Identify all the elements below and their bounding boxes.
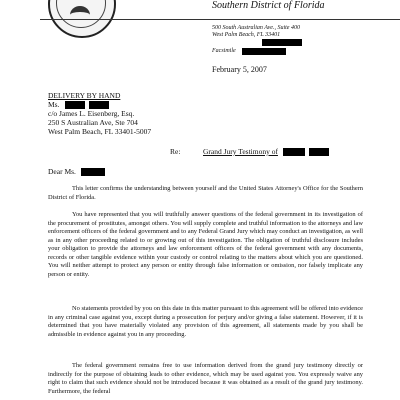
redacted-subject-last [309,148,329,156]
seal-eagle [70,6,90,24]
re-subject-text: Grand Jury Testimony of [203,147,278,156]
facsimile-label: Facsimile [212,48,236,54]
redacted-phone [262,39,302,46]
re-subject [203,147,329,156]
paragraph-1: This letter confirms the understanding between yourself and the United States Attorney's Office for the Southern District of Florida. [48,185,363,201]
office-address-street: 500 South Australian Ave., Suite 400 [212,25,300,31]
redacted-fax [242,48,286,55]
salutation-text: Dear Ms. [48,167,76,176]
paragraph-4: The federal government remains free to use information derived from the grand jury testimony directly or indirectly for the purpose of obtaining leads to other evidence, which may be used against you. You expressly waive any right to claim that such evidence should not be introduced because it was obtained as a result of the grand jury testimony. Furthermore, the federal [48,362,363,395]
office-address-city [212,32,280,39]
delivery-method: DELIVERY BY HAND [48,91,121,100]
redacted-subject-first [283,148,305,156]
paragraph-3: No statements provided by you on this date in this matter pursuant to this agreement will be offered into evidence in any criminal case against you, except during a prosecution for perjury and/or giving a false statement. However, if it is determined that you have materially violated any provision of this agreement, all statements made by you shall be admissible in evidence against you in any proceeding. [48,305,363,338]
office-name: Southern District of Florida [212,0,325,11]
recipient-prefix: Ms. [48,100,60,109]
paragraph-2: You have represented that you will truthfully answer questions of the federal government in its investigation of the procurement of prostitutes, amongst others. You will supply complete and truthful information to the attorneys and law enforcement officers of the federal government and to any Federal Grand Jury which may conduct an investigation, as well as in any other proceeding related to or growing out of this investigation. The obligation of truthful disclosure includes your obligation to provide the attorneys and law enforcement officers of the federal government with any documents, records or other tangible evidence within your custody or control relating to the matters about which you are questioned. You will neither attempt to protect any person or entity through false information or omission, nor falsely implicate any person or entity. [48,211,363,278]
salutation [48,167,105,176]
office-address-city-text: West Palm Beach, FL 33401 [212,32,281,38]
letter-date: February 5, 2007 [212,65,267,74]
header-divider [40,19,400,20]
recipient-name [48,100,109,109]
re-label: Re: [170,147,181,156]
redacted-salutation-name [81,168,105,176]
office-facsimile [212,48,236,55]
recipient-city: West Palm Beach, FL 33401-5007 [48,127,152,136]
recipient-care-of: c/o James L. Eisenberg, Esq. [48,109,135,118]
recipient-street: 250 S Australian Ave, Ste 704 [48,118,138,127]
